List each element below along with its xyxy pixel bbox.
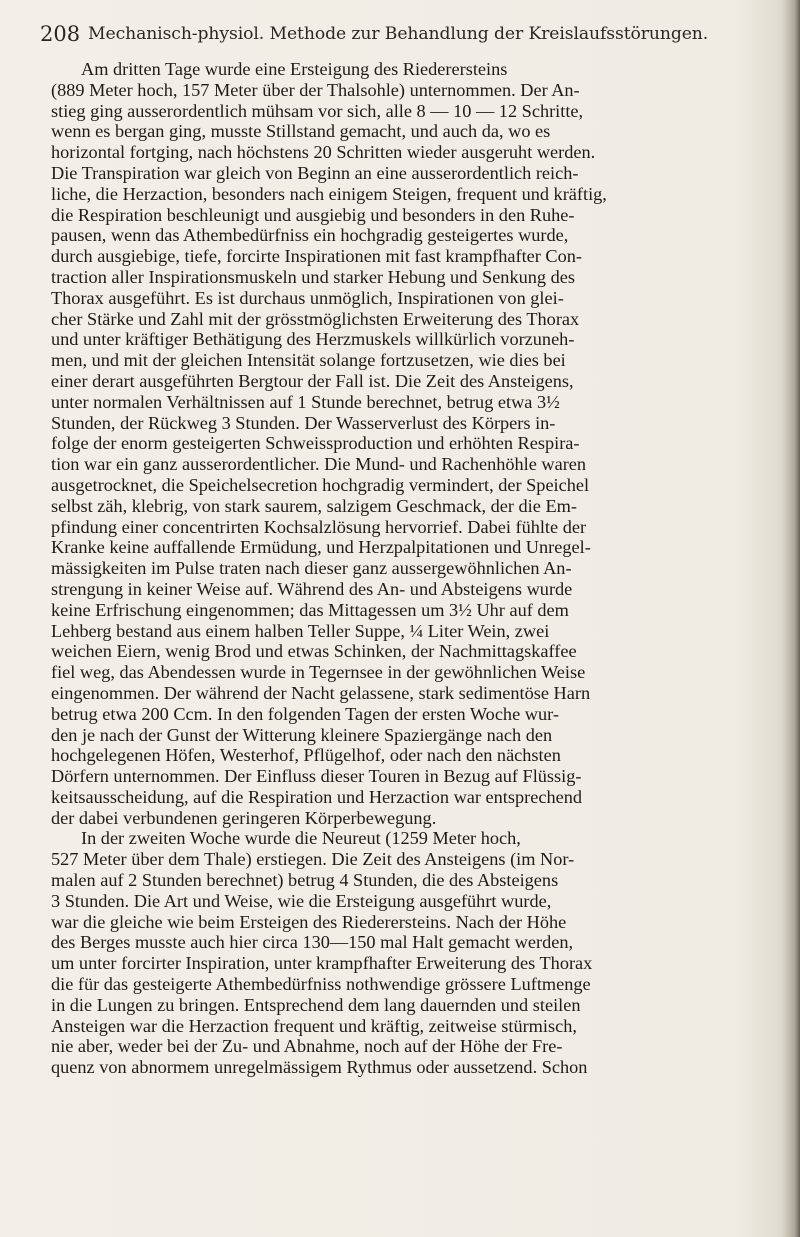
text-line: mässigkeiten im Pulse traten nach dieser ganz aussergewöhnlichen An-: [51, 558, 572, 579]
text-line: stieg ging ausserordentlich mühsam vor sich, alle 8 — 10 — 12 Schritte,: [51, 100, 584, 121]
text-line: Am dritten Tage wurde eine Ersteigung des Riederersteins: [81, 59, 508, 79]
text-line: cher Stärke und Zahl mit der grösstmöglichsten Erweiterung des Thorax: [51, 308, 580, 329]
text-line: traction aller Inspirationsmuskeln und starker Hebung und Senkung des: [51, 266, 575, 287]
text-line: (889 Meter hoch, 157 Meter über der Thalsohle) unternommen. Der An-: [51, 79, 580, 100]
text-line: strengung in keiner Weise auf. Während des An- und Absteigens wurde: [51, 578, 573, 599]
text-line: weichen Eiern, wenig Brod und etwas Schinken, der Nachmittagskaffee: [51, 641, 577, 662]
text-line: nie aber, weder bei der Zu- und Abnahme, noch auf der Höhe der Fre-: [51, 1036, 563, 1057]
text-line: einer derart ausgeführten Bergtour der Fall ist. Die Zeit des Ansteigens,: [51, 370, 574, 391]
text-line: hochgelegenen Höfen, Westerhof, Pflügelhof, oder nach den nächsten: [51, 745, 561, 766]
text-line: unter normalen Verhältnissen auf 1 Stunde berechnet, betrug etwa 3½: [51, 391, 560, 412]
text-line: war die gleiche wie beim Ersteigen des Riederersteins. Nach der Höhe: [51, 911, 567, 932]
text-line: Stunden, der Rückweg 3 Stunden. Der Wasserverlust des Körpers in-: [51, 412, 556, 433]
text-line: keitsausscheidung, auf die Respiration und Herzaction war entsprechend: [51, 786, 582, 807]
text-line: selbst zäh, klebrig, von stark saurem, salzigem Geschmack, der die Em-: [51, 495, 577, 516]
running-title: Mechanisch-physiol. Methode zur Behandlung der Kreislaufsstörungen.: [88, 24, 709, 44]
text-line: quenz von abnormem unregelmässigem Rythmus oder aussetzend. Schon: [51, 1057, 588, 1078]
text-line: pausen, wenn das Athembedürfniss ein hochgradig gesteigertes wurde,: [51, 225, 569, 246]
body-text: [51, 59, 771, 1078]
text-line: betrug etwa 200 Ccm. In den folgenden Tagen der ersten Woche wur-: [51, 703, 559, 724]
text-line: Kranke keine auffallende Ermüdung, und Herzpalpitationen und Unregel-: [51, 537, 591, 558]
text-line: die Respiration beschleunigt und ausgiebig und besonders in den Ruhe-: [51, 204, 575, 225]
text-line: fiel weg, das Abendessen wurde in Tegernsee in der gewöhnlichen Weise: [51, 662, 586, 683]
text-line: Dörfern unternommen. Der Einfluss dieser Touren in Bezug auf Flüssig-: [51, 766, 582, 787]
text-line: um unter forcirter Inspiration, unter krampfhafter Erweiterung des Thorax: [51, 953, 593, 974]
page-header: [40, 18, 780, 48]
text-line: in die Lungen zu bringen. Entsprechend dem lang dauernden und steilen: [51, 994, 581, 1015]
text-line: die für das gesteigerte Athembedürfniss nothwendige grössere Luftmenge: [51, 974, 591, 995]
text-line: und unter kräftiger Bethätigung des Herzmuskels willkürlich vorzuneh-: [51, 329, 575, 350]
page-number: 208: [40, 22, 81, 46]
text-line: Thorax ausgeführt. Es ist durchaus unmöglich, Inspirationen von glei-: [51, 287, 564, 308]
text-line: folge der enorm gesteigerten Schweissproduction und erhöhten Respira-: [51, 433, 580, 454]
text-line: Die Transpiration war gleich von Beginn an eine ausserordentlich reich-: [51, 162, 579, 183]
text-line: men, und mit der gleichen Intensität solange fortzusetzen, wie dies bei: [51, 350, 566, 371]
text-line: des Berges musste auch hier circa 130—150 mal Halt gemacht werden,: [51, 932, 574, 953]
text-line: der dabei verbundenen geringeren Körperbewegung.: [51, 807, 437, 828]
text-line: horizontal fortging, nach höchstens 20 Schritten wieder ausgeruht werden.: [51, 142, 596, 163]
text-line: ausgetrocknet, die Speichelsecretion hochgradig vermindert, der Speichel: [51, 474, 590, 495]
text-line: durch ausgiebige, tiefe, forcirte Inspirationen mit fast krampfhafter Con-: [51, 246, 582, 267]
text-line: liche, die Herzaction, besonders nach einigem Steigen, frequent und kräftig,: [51, 183, 607, 204]
text-line: 527 Meter über dem Thale) erstiegen. Die Zeit des Ansteigens (im Nor-: [51, 849, 575, 870]
text-line: keine Erfrischung eingenommen; das Mittagessen um 3½ Uhr auf dem: [51, 599, 569, 620]
text-line: tion war ein ganz ausserordentlicher. Die Mund- und Rachenhöhle waren: [51, 454, 587, 475]
text-line: malen auf 2 Stunden berechnet) betrug 4 Stunden, die des Absteigens: [51, 870, 559, 891]
text-line: wenn es bergan ging, musste Stillstand gemacht, und auch da, wo es: [51, 121, 551, 142]
text-line: 3 Stunden. Die Art und Weise, wie die Ersteigung ausgeführt wurde,: [51, 890, 552, 911]
text-line: Lehberg bestand aus einem halben Teller Suppe, ¼ Liter Wein, zwei: [51, 620, 550, 641]
text-line: eingenommen. Der während der Nacht gelassene, stark sedimentöse Harn: [51, 682, 591, 703]
text-line: den je nach der Gunst der Witterung kleinere Spaziergänge nach den: [51, 724, 553, 745]
text-line: pfindung einer concentrirten Kochsalzlösung hervorrief. Dabei fühlte der: [51, 516, 587, 537]
text-line: Ansteigen war die Herzaction frequent und kräftig, zeitweise stürmisch,: [51, 1015, 577, 1036]
text-line: In der zweiten Woche wurde die Neureut (1259 Meter hoch,: [81, 828, 521, 849]
page-edge-shadow: [782, 0, 800, 1237]
